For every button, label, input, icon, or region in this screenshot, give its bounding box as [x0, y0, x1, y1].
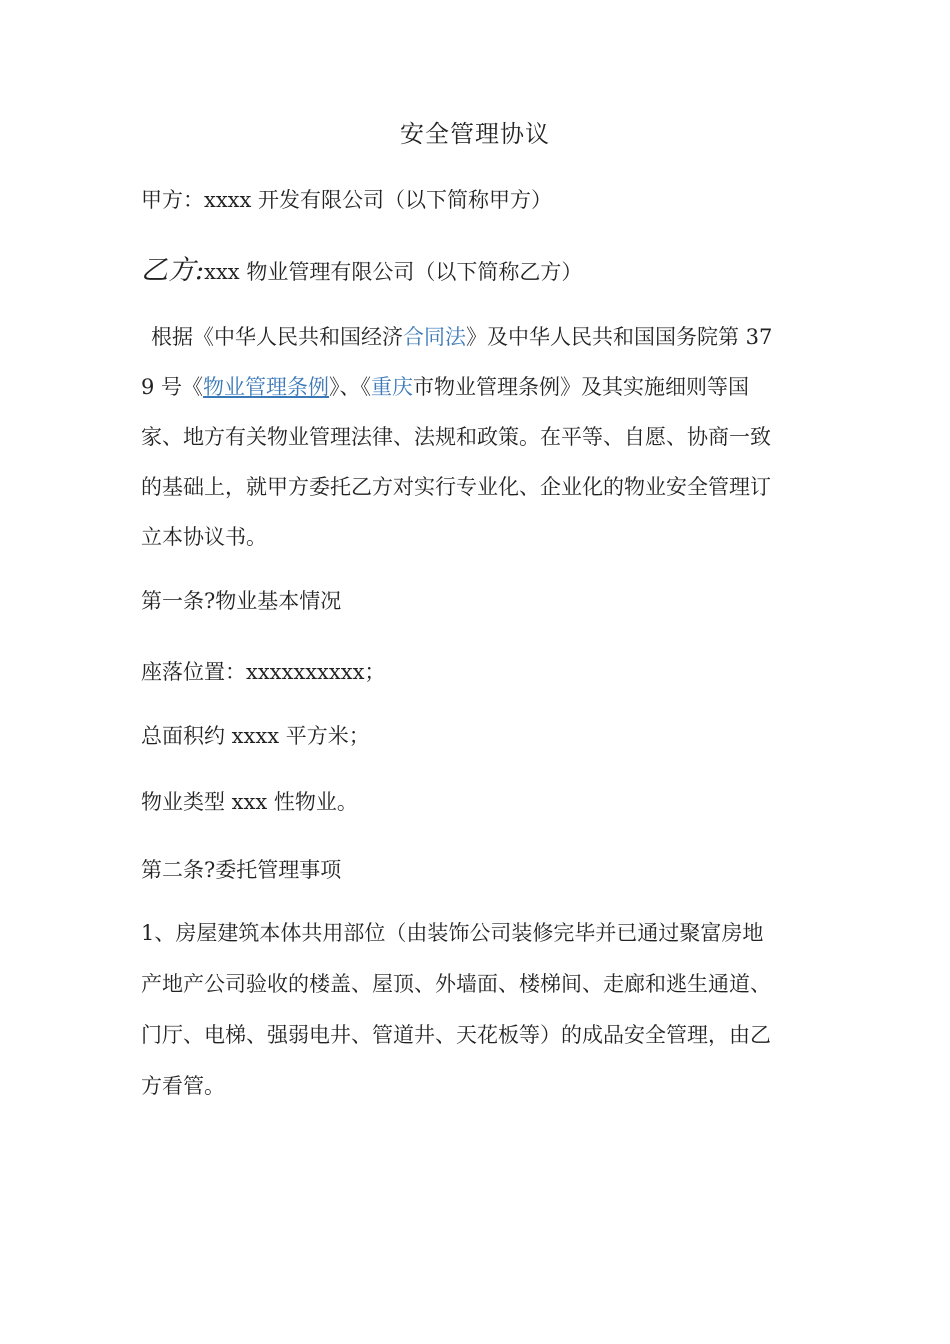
article-2-heading: 第二条?委托管理事项	[141, 858, 342, 882]
area-line: 总面积约 xxxx 平方米；	[141, 724, 370, 748]
intro-line-4: 的基础上，就甲方委托乙方对实行专业化、企业化的物业安全管理订	[141, 475, 771, 499]
party-a-line: 甲方：xxxx 开发有限公司（以下简称甲方）	[141, 188, 553, 212]
article-2-item-1	[141, 908, 813, 1112]
property-regulation-link[interactable]: 物业管理条例	[203, 375, 330, 399]
intro-line-5: 立本协议书。	[141, 525, 267, 549]
item-1-line-2: 产地产公司验收的楼盖、屋顶、外墙面、楼梯间、走廊和逃生通道、	[141, 972, 771, 996]
intro-line-3: 家、地方有关物业管理法律、法规和政策。在平等、自愿、协商一致	[141, 425, 771, 449]
document-title: 安全管理协议	[400, 120, 550, 148]
chongqing-link[interactable]: 重庆	[371, 375, 414, 399]
party-b-line	[141, 248, 582, 287]
contract-law-link[interactable]: 合同法	[403, 325, 466, 349]
item-1-line-1: 1、房屋建筑本体共用部位（由装饰公司装修完毕并已通过聚富房地	[141, 921, 764, 945]
party-b-name: xxx 物业管理有限公司（以下简称乙方）	[204, 260, 583, 284]
intro-line-2: 9 号《物业管理条例》、《重庆市物业管理条例》及其实施细则等国	[141, 375, 750, 399]
item-1-line-3: 门厅、电梯、强弱电井、管道井、天花板等）的成品安全管理，由乙	[141, 1023, 771, 1047]
item-1-line-4: 方看管。	[141, 1074, 225, 1098]
article-1-heading: 第一条?物业基本情况	[141, 589, 342, 613]
property-type-line: 物业类型 xxx 性物业。	[141, 790, 358, 814]
intro-paragraph	[141, 312, 813, 562]
party-b-prefix: 乙方:	[141, 255, 205, 286]
intro-line-1: 根据《中华人民共和国经济合同法》及中华人民共和国国务院第 37	[151, 325, 773, 349]
location-line: 座落位置：xxxxxxxxxx；	[141, 660, 386, 684]
